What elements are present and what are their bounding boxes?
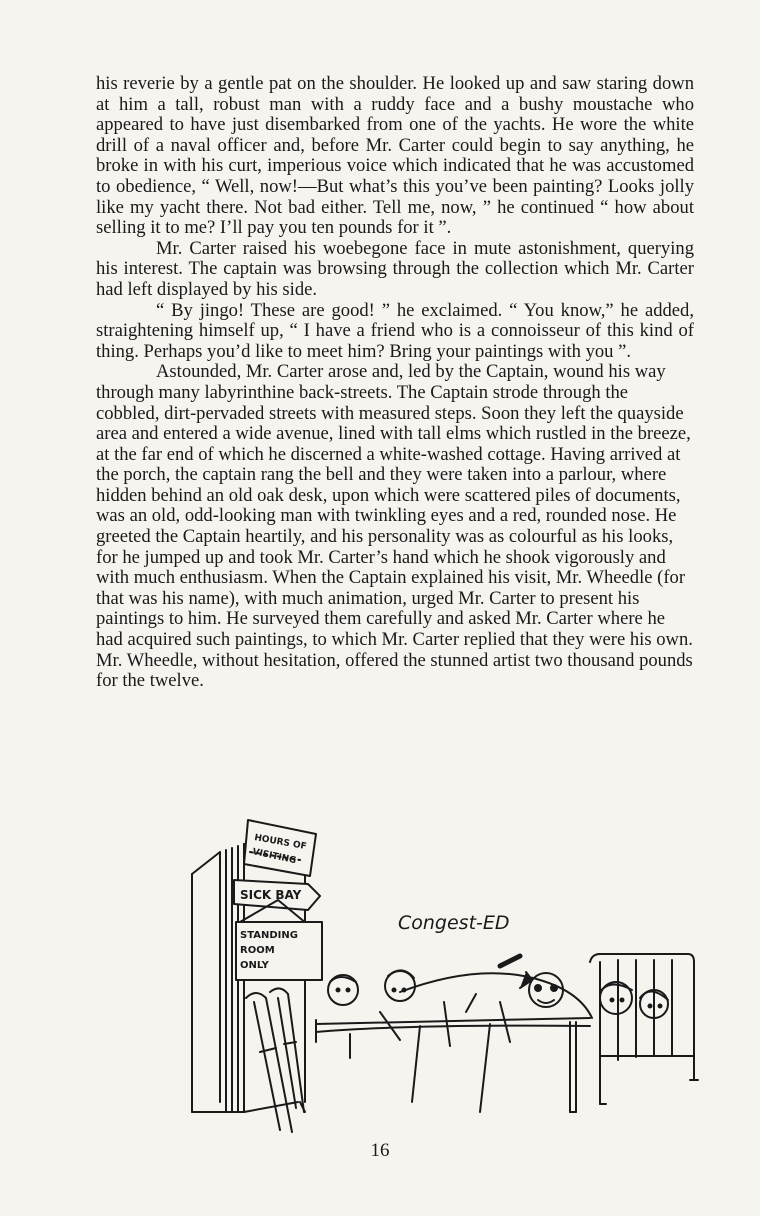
body-text — [96, 74, 694, 692]
paragraph-1: his reverie by a gentle pat on the shoulder. He looked up and saw staring down at him a tall, robust man with a ruddy face and a bushy moustache who appeared to have just disembarked from one of the yachts. He wore the white drill of a naval officer and, before Mr. Carter could begin to say anything, he broke in with his curt, imperious voice which indicated that he was accustomed to obedience, “ Well, now!—But what’s this you’ve been painting? Looks jolly like my yacht there. Not bad either. Tell me, now, ” he continued “ how about selling it to me? I’ll pay you ten pounds for it ”. — [96, 73, 694, 239]
sign-hours-line2: VISITING — [251, 847, 298, 867]
paragraph-3: “ By jingo! These are good! ” he exclaimed. “ You know,” he added, straightening himself up, “ I have a friend who is a connoisseur of this kind of thing. Perhaps you’d like to meet him? Bring your paintings with you ”. — [96, 299, 694, 362]
hours-of-visiting-sign — [244, 820, 316, 876]
cartoon-caption: Congest-ED — [398, 912, 510, 934]
bed-legs-drawing — [350, 1034, 698, 1112]
paragraph-4: Astounded, Mr. Carter arose and, led by the Captain, wound his way through many labyrinthine back-streets. The Captain strode through the cobbled, dirt-pervaded streets with measured steps. Soon they left the quayside area and entered a wide avenue, lined with tall elms which rustled in the breeze, at the far end of which he discerned a white-washed cottage. Having arrived at the porch, the captain rang the bell and they were taken into a parlour, where hidden behind an old oak desk, upon which were scattered piles of documents, was an old, odd-looking man with twinkling eyes and a red, rounded nose. He greeted the Captain heartily, and his personality was as colourful as his looks, for he jumped up and took Mr. Carter’s hand which he shook vigorously and with much enthusiasm. When the Captain explained his visit, Mr. Wheedle (for that was his name), with much animation, urged Mr. Carter to present his paintings to him. He surveyed them carefully and asked Mr. Carter where he had acquired such paintings, to which Mr. Carter replied that they were his own. Mr. Wheedle, without hesitation, offered the stunned artist two thousand pounds for the twelve. — [96, 361, 693, 692]
sick-bay-sign — [234, 880, 320, 910]
hospital-bed-drawing — [316, 954, 694, 1112]
paragraph-2: Mr. Carter raised his woebegone face in mute astonishment, querying his interest. The captain was browsing through the collection which Mr. Carter had left displayed by his side. — [96, 237, 694, 300]
sign-standing-line1: STANDING — [240, 930, 298, 941]
sign-sick-bay: SICK BAY — [240, 888, 302, 902]
hospital-cartoon-illustration — [180, 812, 700, 1142]
standing-room-only-sign — [236, 900, 322, 980]
sign-standing-line3: ONLY — [240, 960, 269, 971]
sign-standing-line2: ROOM — [240, 945, 275, 956]
sign-hours-line1: HOURS OF — [253, 833, 308, 853]
page-number: 16 — [370, 1140, 390, 1161]
